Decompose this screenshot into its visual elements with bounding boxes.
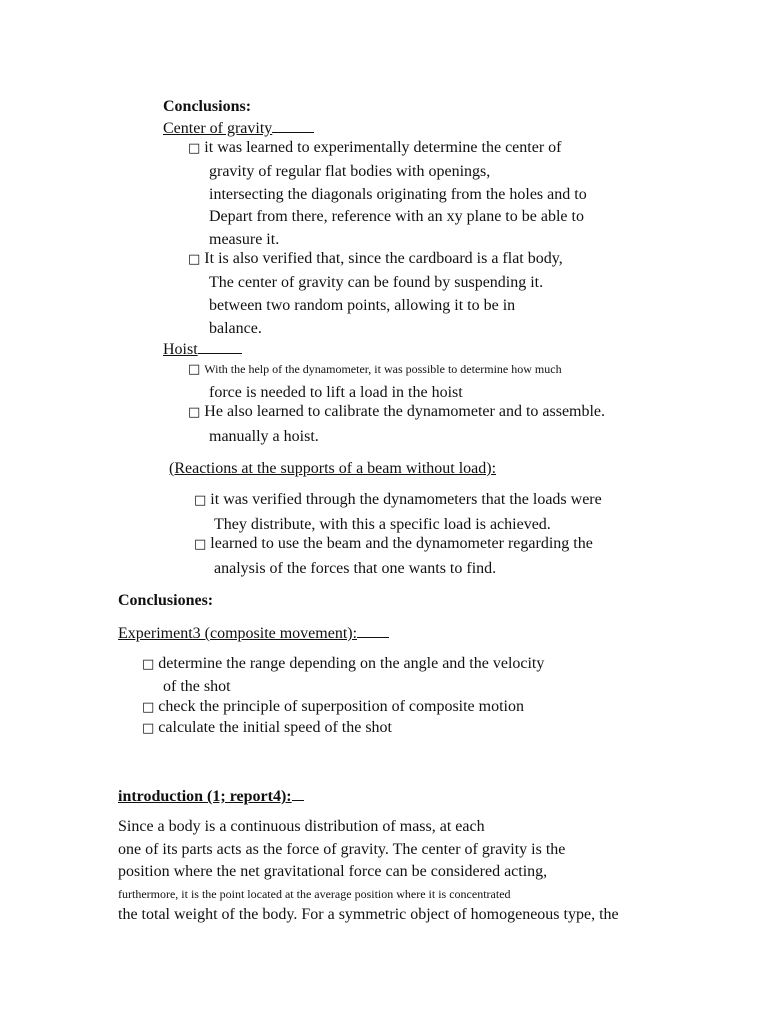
hoist-bullet-2: □ He also learned to calibrate the dynamometer and to assemble. xyxy=(188,403,606,420)
bullet-icon: □ xyxy=(142,657,155,672)
cog-bullet-1-line-5: measure it. xyxy=(209,231,280,248)
beam-bullet-2-line-2: analysis of the forces that one wants to find. xyxy=(214,560,497,577)
bullet-icon: □ xyxy=(142,700,155,715)
hoist-bullet-1: □ With the help of the dynamometer, it was possible to determine how much xyxy=(188,362,562,377)
intro-line-4: furthermore, it is the point located at the average position where it is concentrated xyxy=(118,887,511,901)
bullet-icon: □ xyxy=(194,493,207,508)
bullet-icon: □ xyxy=(194,537,207,552)
experiment3-subheading: Experiment3 (composite movement): xyxy=(118,623,389,644)
bullet-icon: □ xyxy=(188,141,201,156)
exp-bullet-1: □ determine the range depending on the angle and the velocity xyxy=(142,655,545,672)
bullet-icon: □ xyxy=(142,721,155,736)
cog-bullet-2-line-3: between two random points, allowing it to be in xyxy=(209,297,516,314)
intro-line-3: position where the net gravitational force can be considered acting, xyxy=(118,863,548,880)
cog-bullet-2: □ It is also verified that, since the cardboard is a flat body, xyxy=(188,250,563,267)
beam-subheading: (Reactions at the supports of a beam without load): xyxy=(169,460,497,477)
cog-bullet-1-line-3: intersecting the diagonals originating from the holes and to xyxy=(209,186,587,203)
cog-bullet-2-line-4: balance. xyxy=(209,320,262,337)
cog-bullet-1: □ it was learned to experimentally determine the center of xyxy=(188,139,562,156)
center-of-gravity-subheading: Center of gravity xyxy=(163,118,314,139)
beam-bullet-1: □ it was verified through the dynamometers that the loads were xyxy=(194,491,602,508)
exp-bullet-2: □ check the principle of superposition of composite motion xyxy=(142,698,524,715)
cog-bullet-2-line-2: The center of gravity can be found by suspending it. xyxy=(209,274,544,291)
exp-bullet-3: □ calculate the initial speed of the shot xyxy=(142,719,392,736)
hoist-bullet-2-line-2: manually a hoist. xyxy=(209,428,319,445)
introduction-heading: introduction (1; report4): xyxy=(118,786,304,807)
conclusions-heading: Conclusions: xyxy=(163,98,252,115)
cog-bullet-1-line-4: Depart from there, reference with an xy plane to be able to xyxy=(209,208,584,225)
conclusiones-heading: Conclusiones: xyxy=(118,592,214,609)
exp-bullet-1-line-2: of the shot xyxy=(163,678,231,695)
intro-line-5: the total weight of the body. For a symmetric object of homogeneous type, the xyxy=(118,906,619,923)
beam-bullet-1-line-2: They distribute, with this a specific load is achieved. xyxy=(214,516,551,533)
hoist-subheading: Hoist xyxy=(163,339,242,360)
bullet-icon: □ xyxy=(188,362,201,377)
intro-line-2: one of its parts acts as the force of gravity. The center of gravity is the xyxy=(118,841,566,858)
cog-bullet-1-line-2: gravity of regular flat bodies with openings, xyxy=(209,163,491,180)
bullet-icon: □ xyxy=(188,252,201,267)
intro-line-1: Since a body is a continuous distribution of mass, at each xyxy=(118,818,485,835)
beam-bullet-2: □ learned to use the beam and the dynamometer regarding the xyxy=(194,535,593,552)
hoist-bullet-1-line-2: force is needed to lift a load in the hoist xyxy=(209,384,463,401)
bullet-icon: □ xyxy=(188,405,201,420)
